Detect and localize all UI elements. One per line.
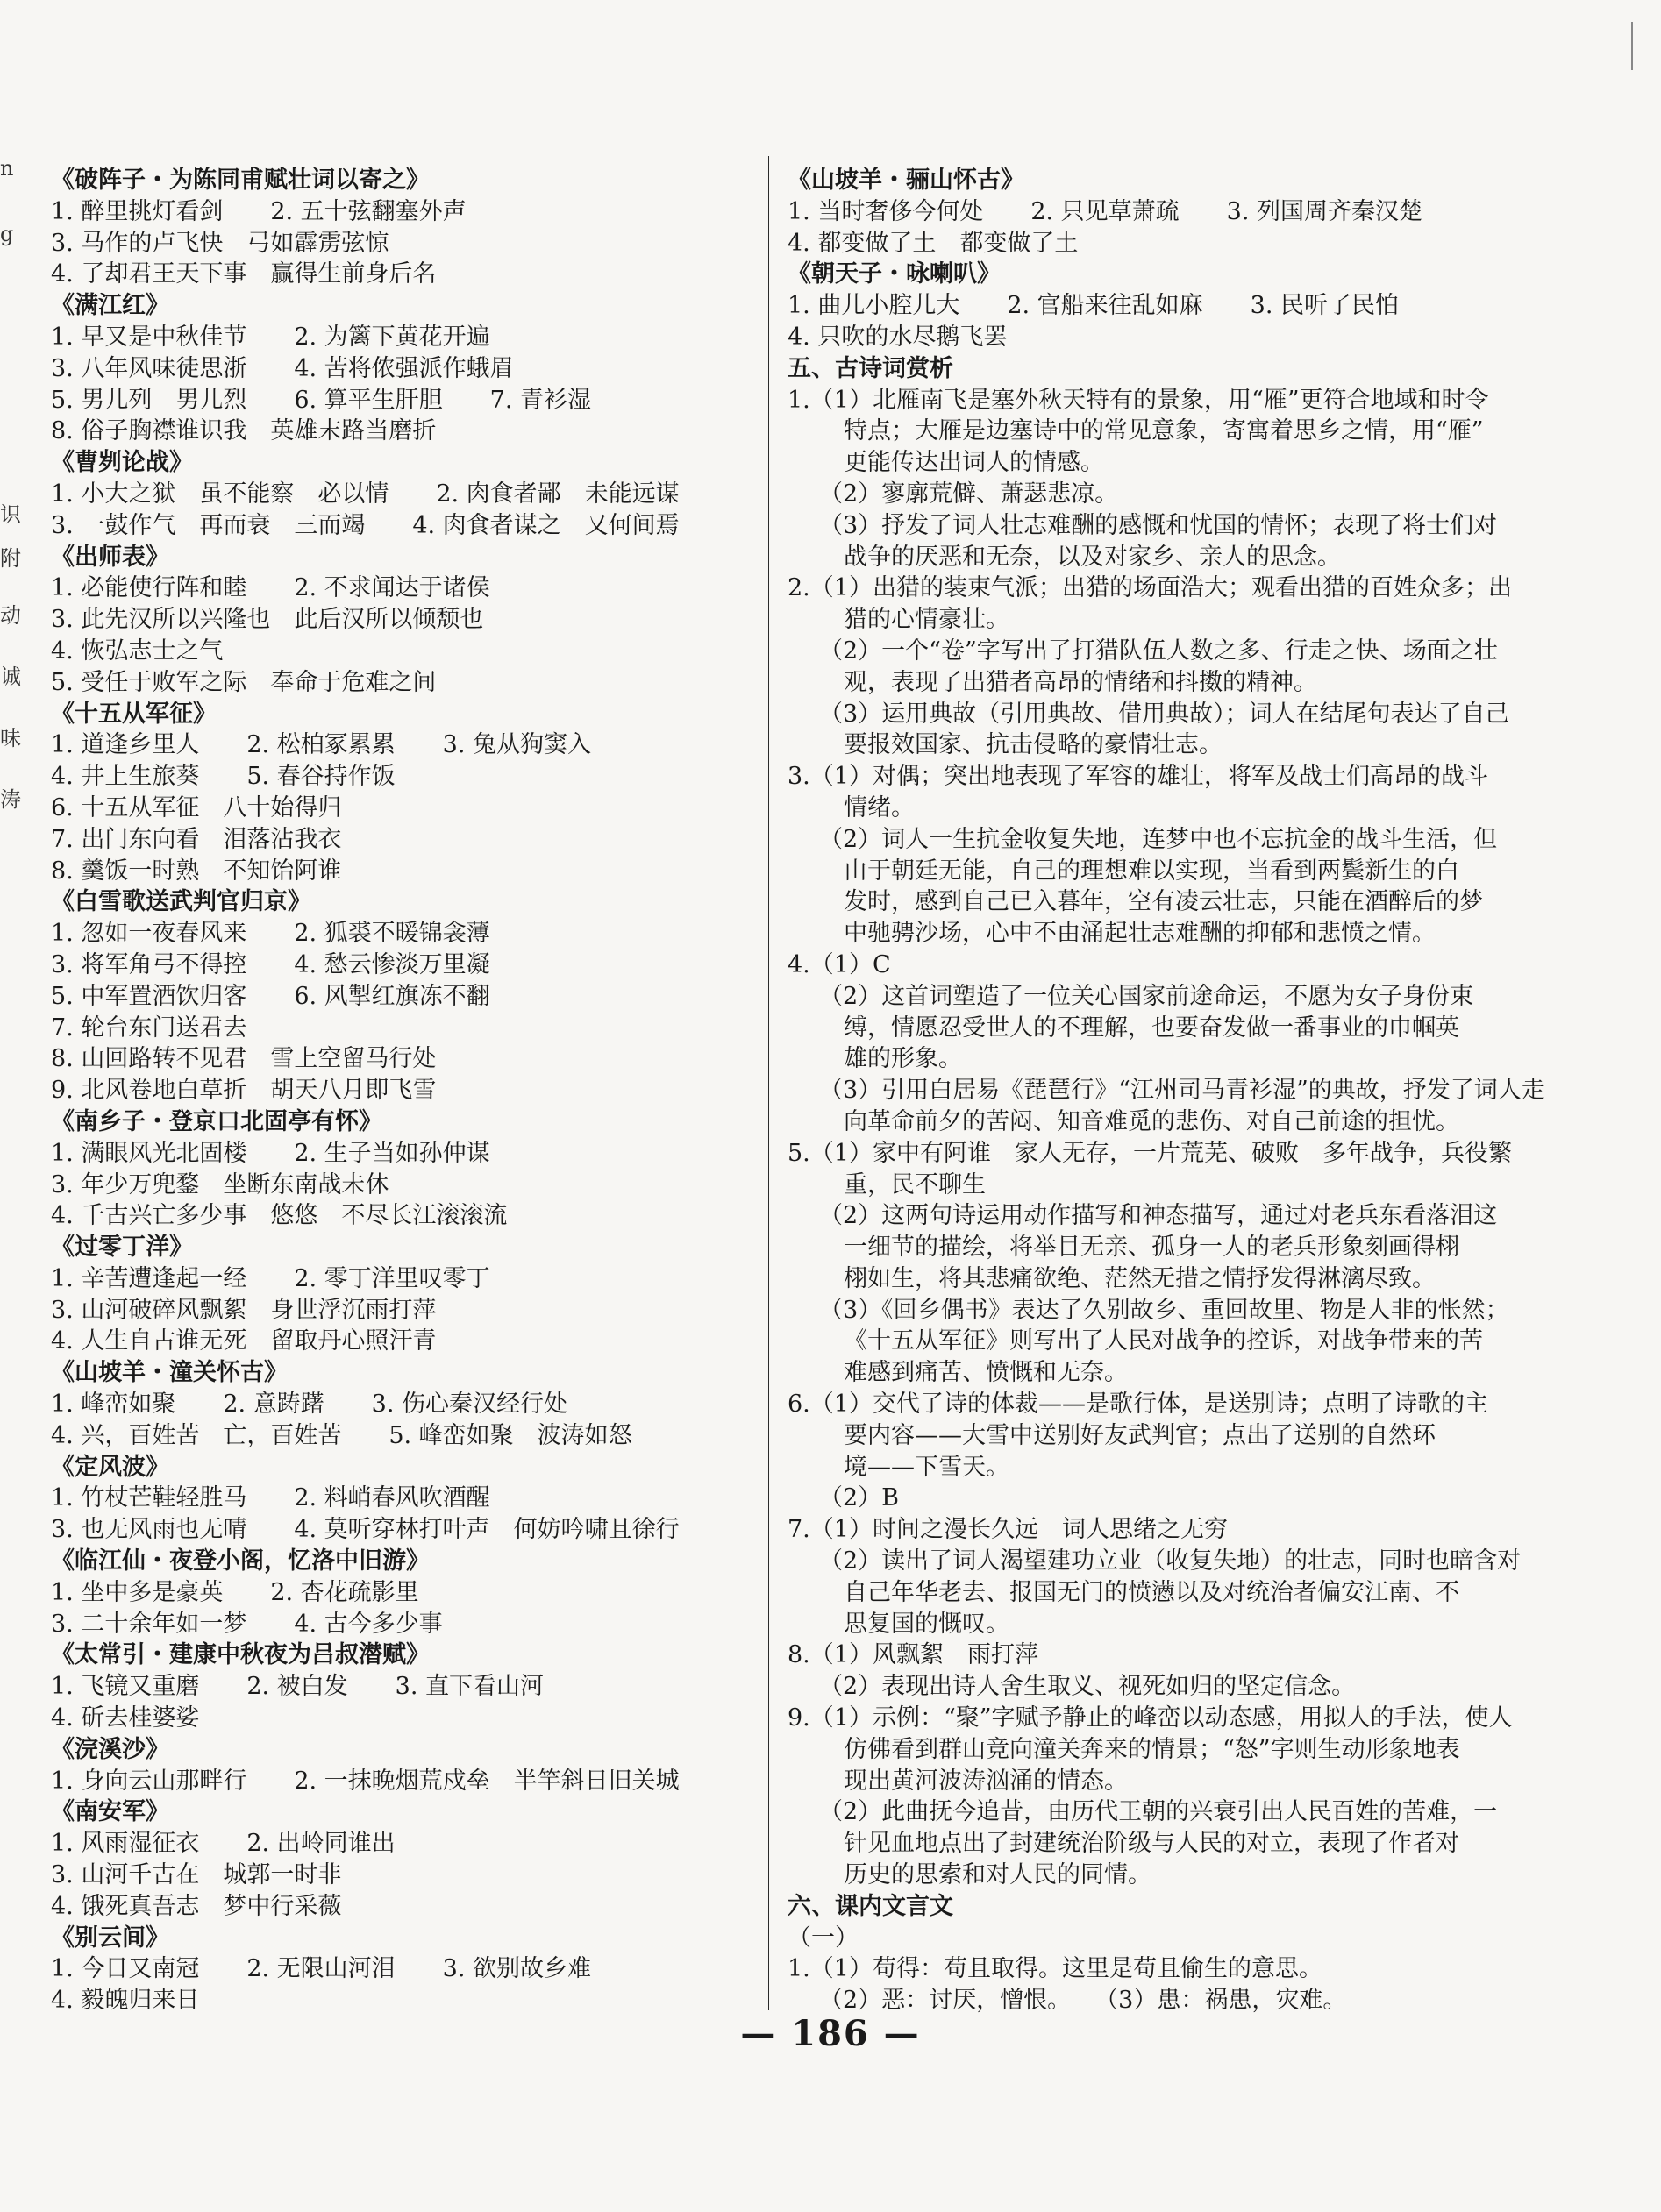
poem-title: 《南乡子・登京口北固亭有怀》 <box>51 1107 382 1135</box>
answer-line: 4. 了却君王天下事 赢得生前身后名 <box>51 260 437 288</box>
answer-line: 7.（1）时间之漫长久远 词人思绪之无穷 <box>788 1516 1228 1544</box>
answer-line: 5. 男儿列 男儿烈 6. 算平生肝胆 7. 青衫湿 <box>51 386 592 414</box>
answer-line: 1. 必能使行阵和睦 2. 不求闻达于诸侯 <box>51 574 490 602</box>
answer-continuation: 难感到痛苦、愤慨和无奈。 <box>844 1359 1128 1387</box>
poem-title: 《浣溪沙》 <box>51 1735 169 1763</box>
answer-line: 1. 飞镜又重磨 2. 被白发 3. 直下看山河 <box>51 1673 545 1701</box>
answer-subline: （2）此曲抚今追昔，由历代王朝的兴衰引出人民百姓的苦难，一 <box>819 1798 1498 1826</box>
answer-line: 1. 道逢乡里人 2. 松柏冢累累 3. 兔从狗窦入 <box>51 731 592 759</box>
answer-line: 4. 人生自古谁无死 留取丹心照汗青 <box>51 1327 437 1355</box>
answer-line: 1. 小大之狱 虽不能察 必以情 2. 肉食者鄙 未能远谋 <box>51 480 680 508</box>
answer-line: 1. 辛苦遭逢起一经 2. 零丁洋里叹零丁 <box>51 1264 490 1292</box>
answer-line: 3.（1）对偶；突出地表现了军容的雄壮，将军及战士们高昂的战斗 <box>788 763 1488 791</box>
answer-subline: （2）表现出诗人舍生取义、视死如归的坚定信念。 <box>819 1673 1356 1701</box>
answer-continuation: 猎的心情豪壮。 <box>844 606 1009 634</box>
answer-continuation: 中驰骋沙场，心中不由涌起壮志难酬的抑郁和悲愤之情。 <box>844 920 1436 948</box>
answer-line: 7. 出门东向看 泪落沾我衣 <box>51 825 342 853</box>
answer-continuation: 由于朝廷无能，自己的理想难以实现，当看到两鬓新生的白 <box>844 857 1459 885</box>
answer-continuation: 仿佛看到群山竞向潼关奔来的情景；“怒”字则生动形象地表 <box>844 1735 1460 1763</box>
answer-line: 8.（1）风飘絮 雨打萍 <box>788 1641 1038 1669</box>
answer-subline: （3）运用典故（引用典故、借用典故）；词人在结尾句表达了自己 <box>819 700 1509 728</box>
poem-title: 《山坡羊・骊山怀古》 <box>788 167 1024 194</box>
answer-line: 3. 将军角弓不得控 4. 愁云惨淡万里凝 <box>51 950 490 978</box>
poem-title: 《临江仙・夜登小阁，忆洛中旧游》 <box>51 1547 430 1575</box>
answer-subline: （2）这两句诗运用动作描写和神态描写，通过对老兵东看落泪这 <box>819 1202 1498 1230</box>
answer-line: 6. 十五从军征 八十始得归 <box>51 793 342 821</box>
answer-line: 3. 也无风雨也无晴 4. 莫听穿林打叶声 何妨吟啸且徐行 <box>51 1516 680 1544</box>
answer-continuation: 《十五从军征》则写出了人民对战争的控诉，对战争带来的苦 <box>844 1327 1483 1355</box>
poem-title: 《朝天子・咏喇叭》 <box>788 260 1001 288</box>
answer-continuation: 观，表现了出猎者高昂的情绪和抖擞的精神。 <box>844 668 1317 696</box>
answer-line: 3. 八年风味徒思浙 4. 苦将侬强派作蛾眉 <box>51 354 514 382</box>
answer-line: 4. 恢弘志士之气 <box>51 637 224 665</box>
answer-line: 1. 忽如一夜春风来 2. 狐裘不暖锦衾薄 <box>51 920 490 948</box>
answer-line: 8. 俗子胸襟谁识我 英雄末路当磨折 <box>51 417 437 445</box>
answer-continuation: 境——下雪天。 <box>844 1453 1009 1481</box>
poem-title: 《过零丁洋》 <box>51 1234 193 1262</box>
poem-title: 《十五从军征》 <box>51 700 217 728</box>
answer-continuation: 针见血地点出了封建统治阶级与人民的对立，表现了作者对 <box>844 1830 1459 1858</box>
section-heading: 六、课内文言文 <box>788 1892 953 1920</box>
answer-continuation: 历史的思索和对人民的同情。 <box>844 1861 1151 1889</box>
poem-title: 《破阵子・为陈同甫赋壮词以寄之》 <box>51 167 430 194</box>
answer-subline: （2）词人一生抗金收复失地，连梦中也不忘抗金的战斗生活，但 <box>819 825 1498 853</box>
answer-continuation: 战争的厌恶和无奈，以及对家乡、亲人的思念。 <box>844 543 1341 571</box>
answer-line: 8. 山回路转不见君 雪上空留马行处 <box>51 1045 437 1073</box>
answer-line: 1. 坐中多是豪英 2. 杏花疏影里 <box>51 1578 419 1606</box>
answer-continuation: 栩如生，将其悲痛欲绝、茫然无措之情抒发得淋漓尽致。 <box>844 1264 1436 1292</box>
answer-line: 1. 早又是中秋佳节 2. 为篱下黄花开遍 <box>51 323 490 351</box>
answer-line: 3. 年少万兜鍪 坐断东南战未休 <box>51 1170 389 1198</box>
answer-continuation: 自己年华老去、报国无门的愤懑以及对统治者偏安江南、不 <box>844 1578 1459 1606</box>
answer-continuation: 向革命前夕的苦闷、知音难觅的悲伤、对自己前途的担忧。 <box>844 1107 1459 1135</box>
answer-continuation: 发时，感到自己已入暮年，空有凌云壮志，只能在酒醉后的梦 <box>844 888 1483 916</box>
corner-mark <box>1631 22 1633 70</box>
edge-char: 识 <box>0 502 21 527</box>
answer-subline: （2）B <box>819 1484 900 1512</box>
answer-subline: （3）抒发了词人壮志难酬的感慨和忧国的情怀；表现了将士们对 <box>819 511 1498 539</box>
edge-char: 诚 <box>0 665 21 689</box>
answer-subline: （2）恶：讨厌，憎恨。 （3）患：祸患，灾难。 <box>819 1987 1347 2015</box>
answer-line: 3. 一鼓作气 再而衰 三而竭 4. 肉食者谋之 又何间焉 <box>51 511 680 539</box>
answer-line: 1. 身向云山那畔行 2. 一抹晚烟荒戍垒 半竿斜日旧关城 <box>51 1767 680 1795</box>
answer-line: 4. 只吹的水尽鹅飞罢 <box>788 323 1008 351</box>
answer-line: （一） <box>788 1924 859 1952</box>
answer-line: 4. 井上生旅葵 5. 春谷持作饭 <box>51 763 396 791</box>
left-column <box>51 165 752 2016</box>
answer-subline: （2）寥廓荒僻、萧瑟悲凉。 <box>819 480 1119 508</box>
answer-line: 1. 曲儿小腔儿大 2. 官船来往乱如麻 3. 民听了民怕 <box>788 292 1400 320</box>
poem-title: 《白雪歌送武判官归京》 <box>51 888 311 916</box>
answer-line: 5. 受任于败军之际 奉命于危难之间 <box>51 668 437 696</box>
answer-line: 5. 中军置酒饮归客 6. 风掣红旗冻不翻 <box>51 982 490 1010</box>
answer-continuation: 要报效国家、抗击侵略的豪情壮志。 <box>844 731 1223 759</box>
answer-line: 1. 醉里挑灯看剑 2. 五十弦翻塞外声 <box>51 197 467 225</box>
answer-line: 1. 峰峦如聚 2. 意踌躇 3. 伤心秦汉经行处 <box>51 1391 568 1419</box>
answer-line: 1. 竹杖芒鞋轻胜马 2. 料峭春风吹酒醒 <box>51 1484 490 1512</box>
answer-line: 1. 今日又南冠 2. 无限山河泪 3. 欲别故乡难 <box>51 1955 592 1983</box>
edge-char: 涛 <box>0 787 21 812</box>
answer-line: 4. 饿死真吾志 梦中行采薇 <box>51 1892 342 1920</box>
answer-line: 1.（1）苟得：苟且取得。这里是苟且偷生的意思。 <box>788 1955 1322 1983</box>
answer-line: 9.（1）示例：“聚”字赋予静止的峰峦以动态感，用拟人的手法，使人 <box>788 1704 1513 1732</box>
answer-line: 4. 都变做了土 都变做了土 <box>788 229 1079 257</box>
answer-line: 3. 二十余年如一梦 4. 古今多少事 <box>51 1610 443 1638</box>
poem-title: 《定风波》 <box>51 1453 169 1481</box>
answer-continuation: 特点；大雁是边塞诗中的常见意象，寄寓着思乡之情，用“雁” <box>844 417 1484 445</box>
answer-line: 1.（1）北雁南飞是塞外秋天特有的景象，用“雁”更符合地域和时令 <box>788 386 1489 414</box>
answer-line: 8. 羹饭一时熟 不知饴阿谁 <box>51 857 342 885</box>
answer-line: 1. 风雨湿征衣 2. 出岭同谁出 <box>51 1830 396 1858</box>
answer-subline: （2）这首词塑造了一位关心国家前途命运，不愿为女子身份束 <box>819 982 1474 1010</box>
poem-title: 《曹刿论战》 <box>51 449 193 477</box>
poem-title: 《满江红》 <box>51 292 169 320</box>
edge-char: 附 <box>0 546 21 571</box>
answer-continuation: 要内容——大雪中送别好友武判官；点出了送别的自然环 <box>844 1421 1436 1449</box>
answer-line: 1. 满眼风光北固楼 2. 生子当如孙仲谋 <box>51 1139 490 1167</box>
answer-line: 4. 兴，百姓苦 亡，百姓苦 5. 峰峦如聚 波涛如怒 <box>51 1421 632 1449</box>
column-divider <box>768 156 769 2010</box>
answer-line: 6.（1）交代了诗的体裁——是歌行体，是送别诗；点明了诗歌的主 <box>788 1391 1488 1419</box>
answer-subline: （3）引用白居易《琵琶行》“江州司马青衫湿”的典故，抒发了词人走 <box>819 1077 1545 1105</box>
answer-continuation: 缚，情愿忍受世人的不理解，也要奋发做一番事业的巾帼英 <box>844 1014 1459 1042</box>
answer-line: 3. 马作的卢飞快 弓如霹雳弦惊 <box>51 229 389 257</box>
poem-title: 《南安军》 <box>51 1798 169 1826</box>
page-number: — 186 — <box>740 2013 921 2054</box>
answer-subline: （3）《回乡偶书》表达了久别故乡、重回故里、物是人非的怅然； <box>819 1296 1509 1324</box>
section-heading: 五、古诗词赏析 <box>788 354 953 382</box>
poem-title: 《山坡羊・潼关怀古》 <box>51 1359 288 1387</box>
answer-line: 3. 山河破碎风飘絮 身世浮沉雨打萍 <box>51 1296 437 1324</box>
edge-char: g <box>0 222 14 246</box>
answer-continuation: 情绪。 <box>844 793 915 821</box>
poem-title: 《太常引・建康中秋夜为吕叔潜赋》 <box>51 1641 430 1669</box>
answer-line: 4. 毅魄归来日 <box>51 1987 200 2015</box>
edge-char: 味 <box>0 726 21 750</box>
poem-title: 《出师表》 <box>51 543 169 571</box>
answer-subline: （2）读出了词人渴望建功立业（收复失地）的壮志，同时也暗含对 <box>819 1547 1522 1575</box>
answer-line: 3. 山河千古在 城郭一时非 <box>51 1861 342 1889</box>
answer-line: 4.（1）C <box>788 950 891 978</box>
answer-line: 5.（1）家中有阿谁 家人无存，一片荒芜、破败 多年战争，兵役繁 <box>788 1139 1512 1167</box>
answer-continuation: 一细节的描绘，将举目无亲、孤身一人的老兵形象刻画得栩 <box>844 1234 1459 1262</box>
edge-char: 动 <box>0 603 21 628</box>
answer-line: 4. 斫去桂婆娑 <box>51 1704 200 1732</box>
answer-continuation: 重，民不聊生 <box>844 1170 986 1198</box>
answer-continuation: 更能传达出词人的情感。 <box>844 449 1104 477</box>
answer-line: 7. 轮台东门送君去 <box>51 1014 247 1042</box>
answer-line: 2.（1）出猎的装束气派；出猎的场面浩大；观看出猎的百姓众多；出 <box>788 574 1512 602</box>
answer-line: 1. 当时奢侈今何处 2. 只见草萧疏 3. 列国周齐秦汉楚 <box>788 197 1423 225</box>
answer-continuation: 雄的形象。 <box>844 1045 962 1073</box>
poem-title: 《别云间》 <box>51 1924 169 1952</box>
answer-line: 3. 此先汉所以兴隆也 此后汉所以倾颓也 <box>51 606 484 634</box>
answer-continuation: 现出黄河波涛汹涌的情态。 <box>844 1767 1128 1795</box>
answer-continuation: 思复国的慨叹。 <box>844 1610 1009 1638</box>
answer-line: 4. 千古兴亡多少事 悠悠 不尽长江滚滚流 <box>51 1202 508 1230</box>
answer-subline: （2）一个“卷”字写出了打猎队伍人数之多、行走之快、场面之壮 <box>819 637 1498 665</box>
right-column <box>788 165 1545 2016</box>
edge-char: n <box>0 156 14 181</box>
answer-line: 9. 北风卷地白草折 胡天八月即飞雪 <box>51 1077 437 1105</box>
